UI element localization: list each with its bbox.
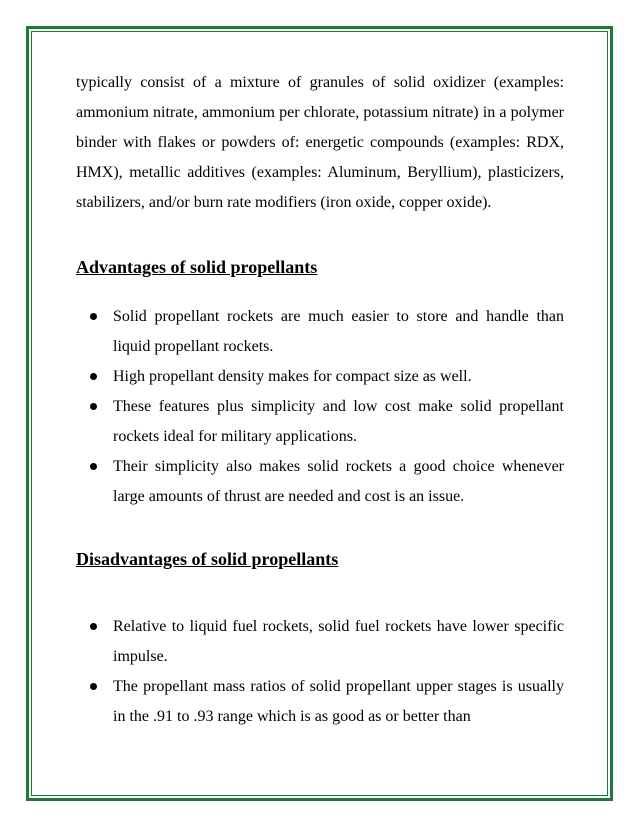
advantages-list xyxy=(76,302,564,512)
disadvantages-heading: Disadvantages of solid propellants xyxy=(76,549,339,569)
document-content xyxy=(76,68,564,732)
list-item: These features plus simplicity and low cost make solid propellant rockets ideal for military applications. xyxy=(76,392,564,452)
list-item: The propellant mass ratios of solid propellant upper stages is usually in the .91 to .93 range which is as good as or better than xyxy=(76,672,564,732)
bullet-icon xyxy=(90,463,97,470)
bullet-icon xyxy=(90,683,97,690)
bullet-icon xyxy=(90,623,97,630)
bullet-icon xyxy=(90,373,97,380)
bullet-icon xyxy=(90,313,97,320)
list-item: Relative to liquid fuel rockets, solid fuel rockets have lower specific impulse. xyxy=(76,612,564,672)
advantages-heading: Advantages of solid propellants xyxy=(76,257,318,277)
intro-paragraph: typically consist of a mixture of granules of solid oxidizer (examples: ammonium nitrate, ammonium per chlorate, potassium nitrate) in a polymer binder with flakes or powders of: energetic compounds (examples: RDX, HMX), metallic additives (examples: Aluminum, Beryllium), plasticizers, stabilizers, and/or burn rate modifiers (iron oxide, copper oxide). xyxy=(76,74,564,211)
disadvantages-list xyxy=(76,612,564,732)
bullet-icon xyxy=(90,403,97,410)
list-item: Solid propellant rockets are much easier to store and handle than liquid propellant rockets. xyxy=(76,302,564,362)
list-item: Their simplicity also makes solid rockets a good choice whenever large amounts of thrust are needed and cost is an issue. xyxy=(76,452,564,512)
list-item: High propellant density makes for compact size as well. xyxy=(76,362,564,392)
